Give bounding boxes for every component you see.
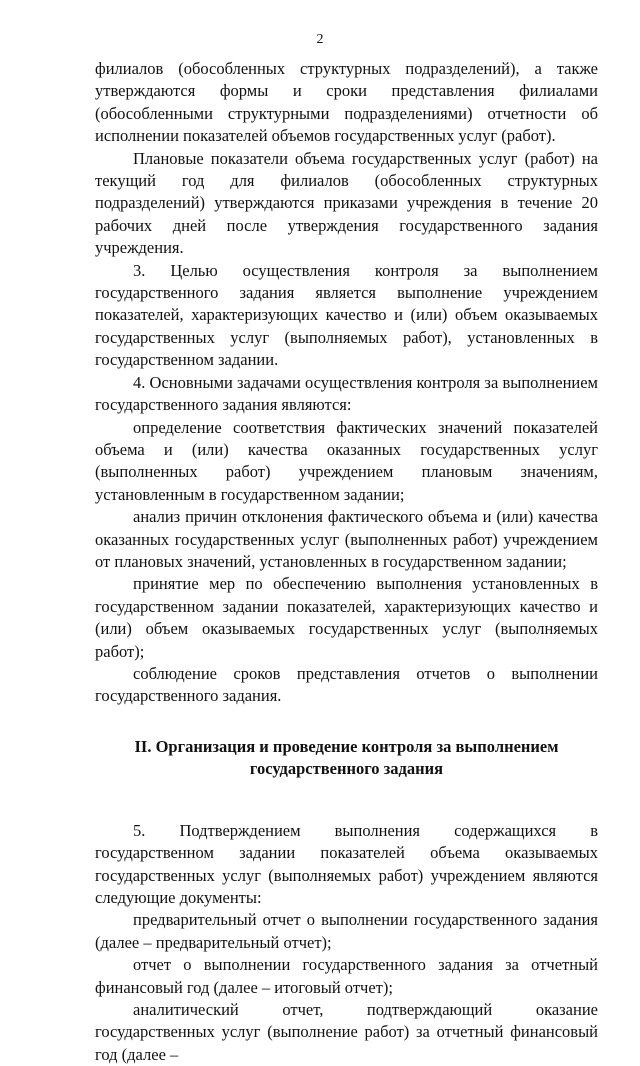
paragraph: аналитический отчет, подтверждающий оказание государственных услуг (выполнение работ) за отчетный финансовый год (далее – [95,1000,598,1064]
section-heading-line-2: государственного задания [249,758,444,778]
paragraph: отчет о выполнении государственного задания за отчетный финансовый год (далее – итоговый отчет); [95,955,598,997]
section-heading-line-1: II. Организация и проведение контроля за выполнением [134,736,559,756]
paragraph: принятие мер по обеспечению выполнения установленных в государственном задании показателей, характеризующих качество и (или) объем оказываемых государственных услуг (выполняемых работ); [95,574,598,661]
paragraphs-before-heading [95,58,598,708]
paragraph: анализ причин отклонения фактического объема и (или) качества оказанных государственных услуг (выполненных работ) учреждением от плановых значений, установленных в государственном задании; [95,507,598,571]
paragraph: 3. Целью осуществления контроля за выполнением государственного задания является выполнение учреждением показателей, характеризующих качество и (или) объем оказываемых государственных услуг (выполняемых работ), установленных в государственном задании. [95,260,598,370]
paragraph: Плановые показатели объема государственных услуг (работ) на текущий год для филиалов (обособленных структурных подразделений) утверждаются приказами учреждения в течение 20 рабочих дней после утверждения государственного задания учреждения. [95,148,598,258]
paragraph: соблюдение сроков представления отчетов о выполнении государственного задания. [95,663,598,706]
paragraph: 4. Основными задачами осуществления контроля за выполнением государственного задания являются: [95,372,598,415]
page-number: 2 [316,32,324,47]
document-body [95,58,598,1066]
paragraph: филиалов (обособленных структурных подразделений), а также утверждаются формы и сроки представления филиалами (обособленными структурными подразделениями) отчетности об исполнении показателей объемов государственных услуг (работ). [95,59,598,146]
paragraph: предварительный отчет о выполнении государственного задания (далее – предварительный отчет); [95,910,598,952]
paragraphs-after-heading [95,820,598,1066]
section-heading [95,736,598,780]
paragraph: 5. Подтверждением выполнения содержащихся в государственном задании показателей объема оказываемых государственных услуг (выполняемых работ) учреждением являются следующие документы: [95,820,598,907]
paragraph: определение соответствия фактических значений показателей объема и (или) качества оказанных государственных услуг (выполненных работ) учреждением плановым значениям, установленным в государственном задании; [95,417,598,504]
